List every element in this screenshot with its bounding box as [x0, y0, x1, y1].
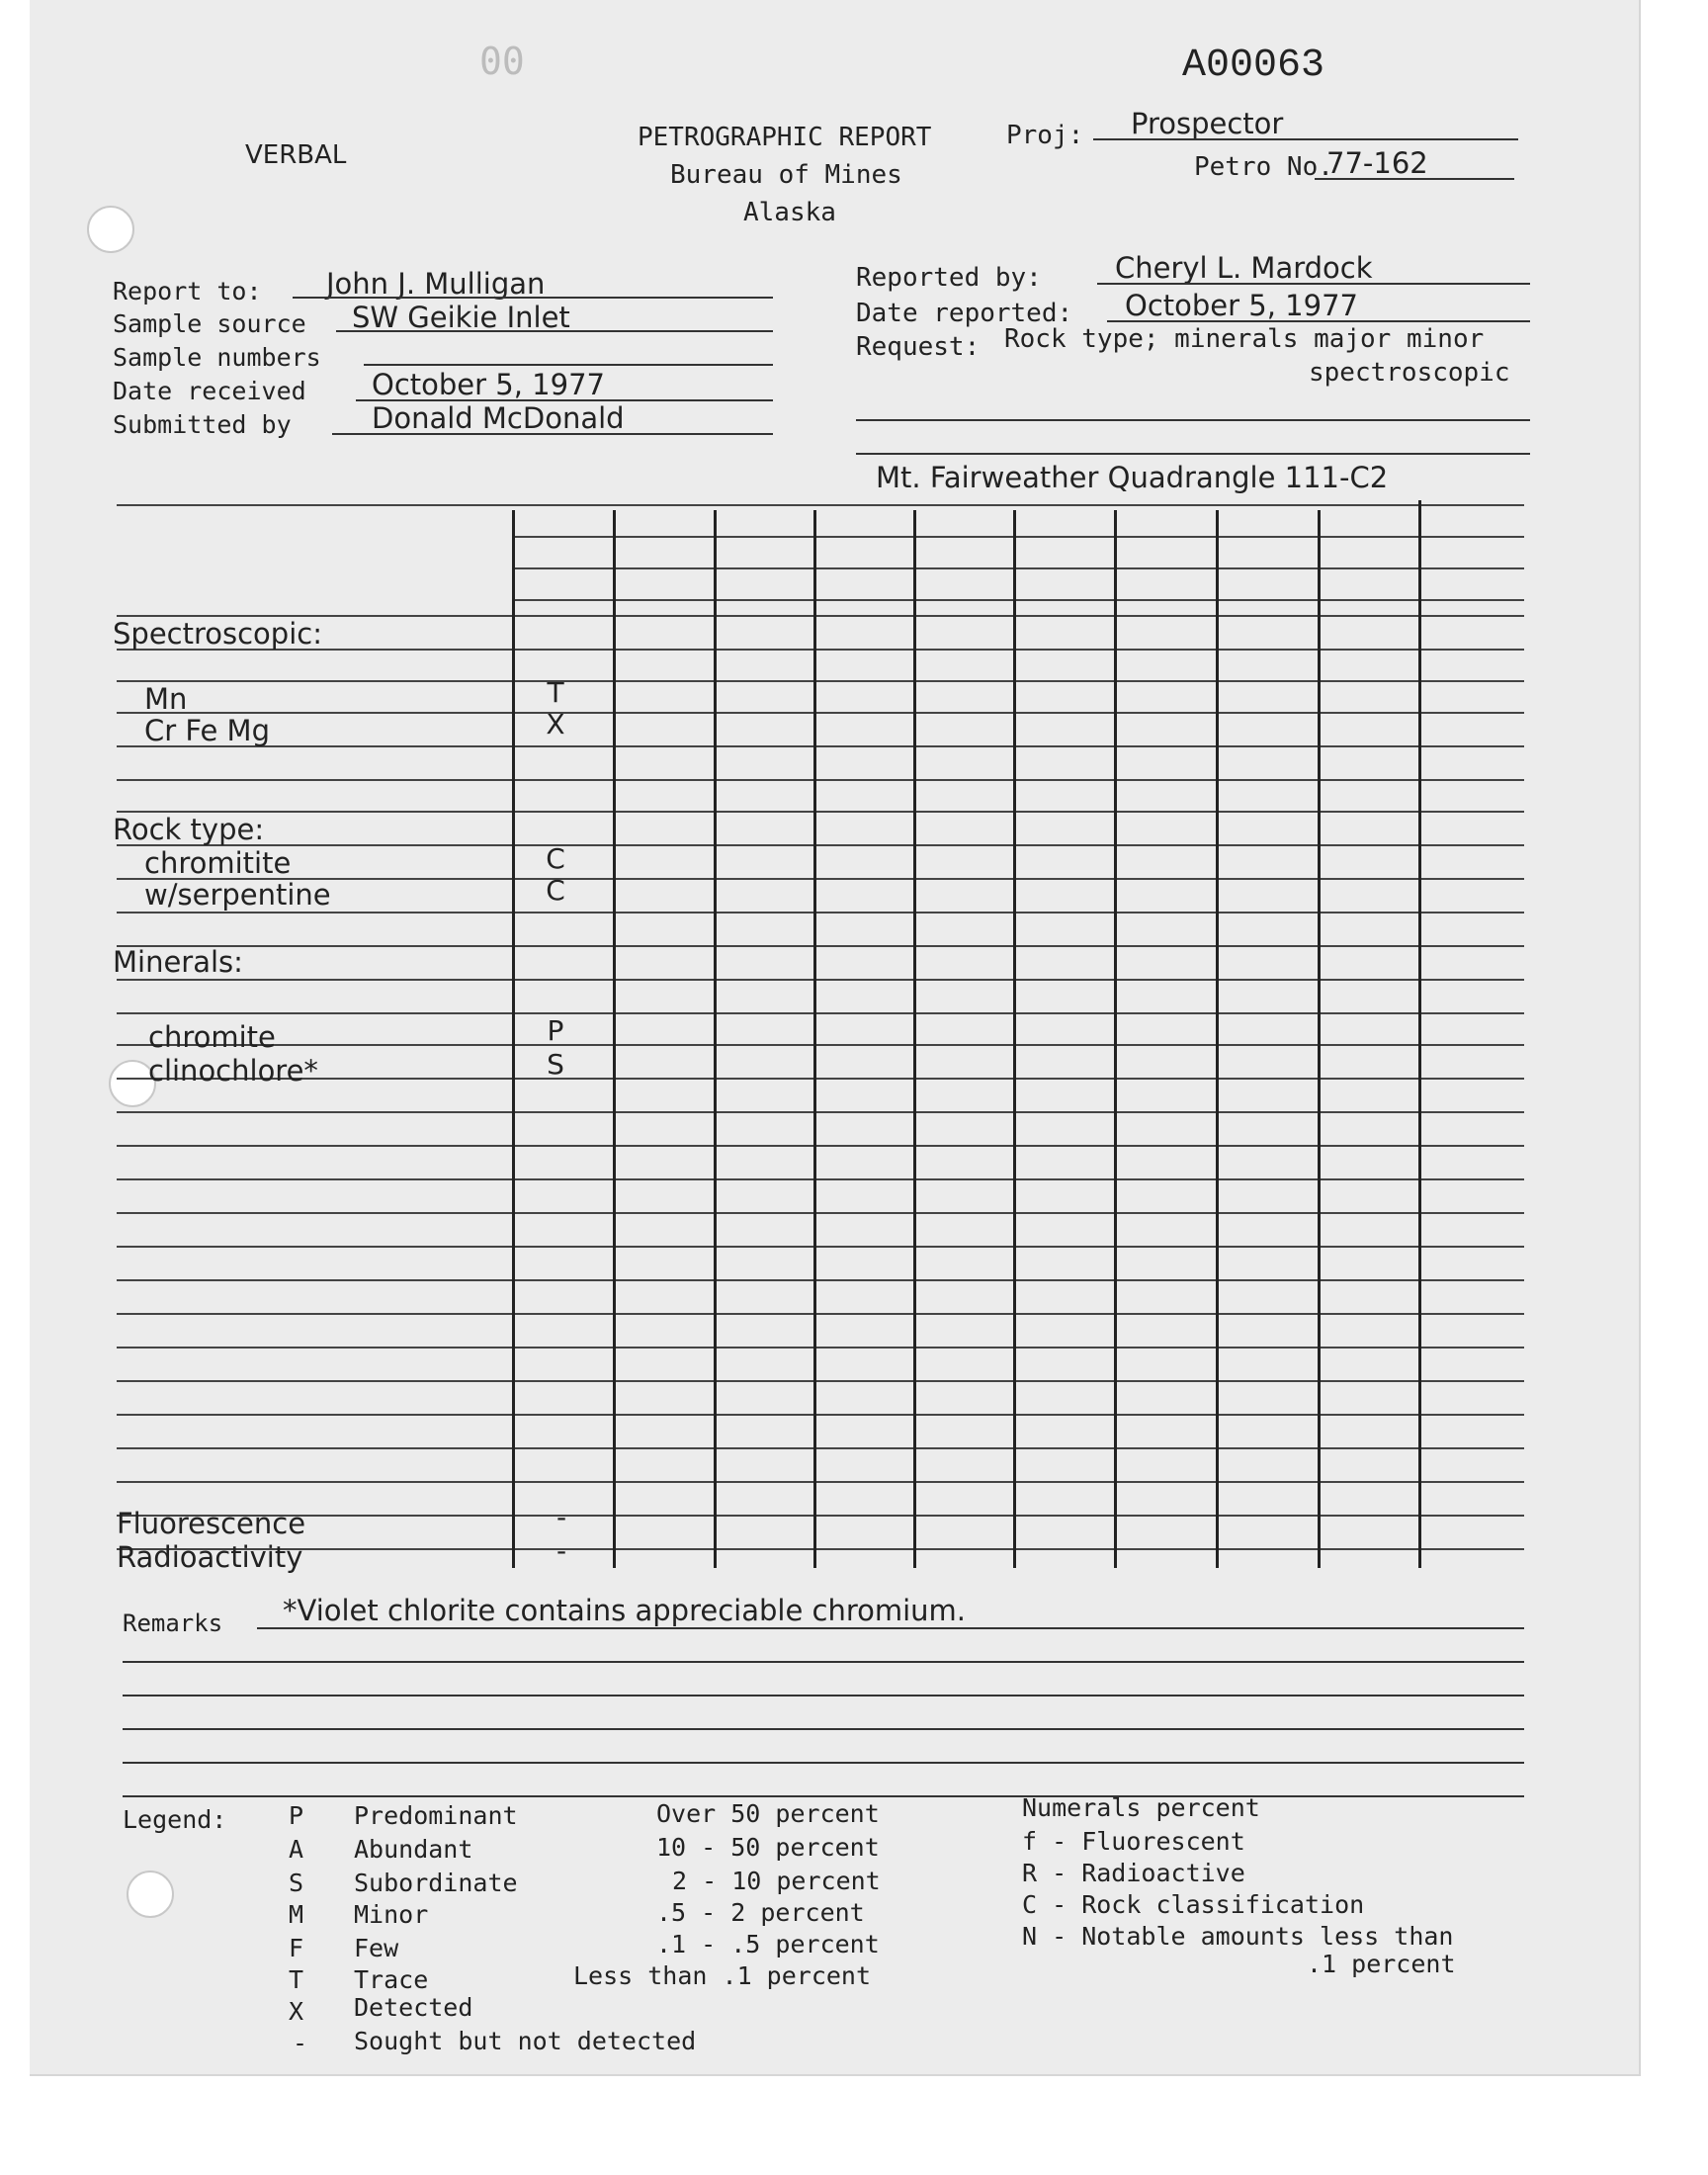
legend-right-item: .1 percent: [1307, 1950, 1456, 1978]
legend-range: 10 - 50 percent: [656, 1833, 880, 1862]
mn-mark: T: [547, 676, 564, 709]
legend-name: Detected: [354, 1993, 473, 2022]
remarks-line-6: [123, 1795, 1524, 1797]
faded-stamp: 00: [479, 40, 525, 83]
date-reported-label: Date reported:: [856, 299, 1073, 328]
legend-code: M: [289, 1900, 304, 1929]
chromite-row-label: chromite: [148, 1020, 276, 1054]
sample-numbers-label: Sample numbers: [113, 343, 321, 372]
proj-label: Proj:: [1006, 121, 1084, 150]
legend-range: 2 - 10 percent: [672, 1867, 881, 1895]
reported-by-label: Reported by:: [856, 263, 1042, 293]
request-line1: Rock type; minerals major minor: [1004, 324, 1485, 354]
legend-right-item: f - Fluorescent: [1022, 1827, 1245, 1856]
legend-name: Trace: [354, 1965, 429, 1994]
legend-range: Over 50 percent: [656, 1799, 880, 1828]
remarks-text: *Violet chlorite contains appreciable chromium.: [283, 1594, 967, 1627]
legend-right-header: Numerals percent: [1022, 1793, 1260, 1822]
legend-name: Abundant: [354, 1835, 473, 1864]
remarks-line-1: [257, 1627, 1524, 1629]
proj-value: Prospector: [1131, 107, 1284, 140]
clinochlore-mark: S: [547, 1048, 564, 1081]
minerals-heading: Minerals:: [113, 945, 243, 979]
legend-code: S: [289, 1869, 304, 1897]
date-received-label: Date received: [113, 377, 306, 405]
sample-source-value: SW Geikie Inlet: [352, 301, 570, 334]
legend-range: Less than .1 percent: [573, 1961, 872, 1990]
punch-hole-bottom: [127, 1870, 174, 1918]
report-title: PETROGRAPHIC REPORT: [638, 123, 932, 152]
sample-source-underline: [336, 330, 773, 332]
request-blank-line-1: [856, 419, 1530, 421]
legend-range: .1 - .5 percent: [656, 1930, 880, 1958]
serpentine-mark: C: [546, 874, 565, 907]
petro-label: Petro No.: [1194, 152, 1333, 182]
date-reported-underline: [1107, 320, 1530, 322]
chromite-mark: P: [547, 1014, 564, 1047]
chromitite-row-label: chromitite: [144, 846, 292, 880]
legend-code: P: [289, 1801, 304, 1830]
submitted-by-underline: [332, 433, 773, 435]
date-received-value: October 5, 1977: [372, 368, 605, 401]
rock-type-heading: Rock type:: [113, 813, 265, 846]
report-to-value: John J. Mulligan: [326, 267, 546, 301]
fluorescence-row-label: Fluorescence: [117, 1507, 306, 1540]
mn-row-label: Mn: [144, 682, 188, 716]
clinochlore-row-label: clinochlore*: [148, 1054, 318, 1088]
sample-numbers-underline: [364, 364, 773, 366]
remarks-line-2: [123, 1661, 1524, 1663]
reported-by-value: Cheryl L. Mardock: [1115, 251, 1373, 285]
legend-code: T: [289, 1965, 304, 1994]
request-line2: spectroscopic: [1309, 358, 1510, 388]
region-name: Alaska: [743, 198, 836, 227]
legend-name: Few: [354, 1934, 399, 1962]
proj-underline: [1093, 138, 1518, 140]
quadrangle: Mt. Fairweather Quadrangle 111-C2: [876, 461, 1389, 494]
legend-label: Legend:: [123, 1805, 227, 1834]
legend-code: A: [289, 1835, 304, 1864]
bureau-name: Bureau of Mines: [670, 160, 902, 190]
petro-underline: [1315, 178, 1514, 180]
legend-range: .5 - 2 percent: [656, 1898, 865, 1927]
legend-right-item: N - Notable amounts less than: [1022, 1922, 1454, 1951]
page-number: A00063: [1182, 44, 1325, 88]
legend-code: X: [289, 1997, 304, 2026]
legend-code: F: [289, 1934, 304, 1962]
legend-name: Sought but not detected: [354, 2027, 697, 2055]
reported-by-underline: [1097, 283, 1530, 285]
punch-hole-top: [87, 206, 134, 253]
report-to-label: Report to:: [113, 277, 262, 305]
legend-code: -: [293, 2029, 308, 2057]
legend-right-item: R - Radioactive: [1022, 1859, 1245, 1887]
legend-name: Subordinate: [354, 1869, 518, 1897]
legend-right-item: C - Rock classification: [1022, 1890, 1365, 1919]
spectroscopic-heading: Spectroscopic:: [113, 617, 322, 651]
verbal-label: VERBAL: [245, 140, 347, 170]
date-reported-value: October 5, 1977: [1125, 289, 1358, 322]
remarks-label: Remarks: [123, 1610, 223, 1637]
radioactivity-row-label: Radioactivity: [117, 1540, 303, 1574]
submitted-by-label: Submitted by: [113, 410, 292, 439]
submitted-by-value: Donald McDonald: [372, 401, 625, 435]
serpentine-row-label: w/serpentine: [144, 878, 331, 912]
crfemg-row-label: Cr Fe Mg: [144, 714, 270, 747]
legend-name: Predominant: [354, 1801, 518, 1830]
legend-name: Minor: [354, 1900, 429, 1929]
remarks-line-3: [123, 1695, 1524, 1696]
fluorescence-mark: -: [555, 1501, 567, 1533]
petro-value: 77-162: [1326, 146, 1428, 180]
remarks-line-5: [123, 1762, 1524, 1764]
request-blank-line-2: [856, 453, 1530, 455]
report-to-underline: [293, 297, 773, 299]
crfemg-mark: X: [546, 708, 565, 740]
radioactivity-mark: -: [555, 1534, 567, 1567]
remarks-line-4: [123, 1728, 1524, 1730]
request-label: Request:: [856, 332, 981, 362]
sample-source-label: Sample source: [113, 309, 306, 338]
chromitite-mark: C: [546, 842, 565, 875]
